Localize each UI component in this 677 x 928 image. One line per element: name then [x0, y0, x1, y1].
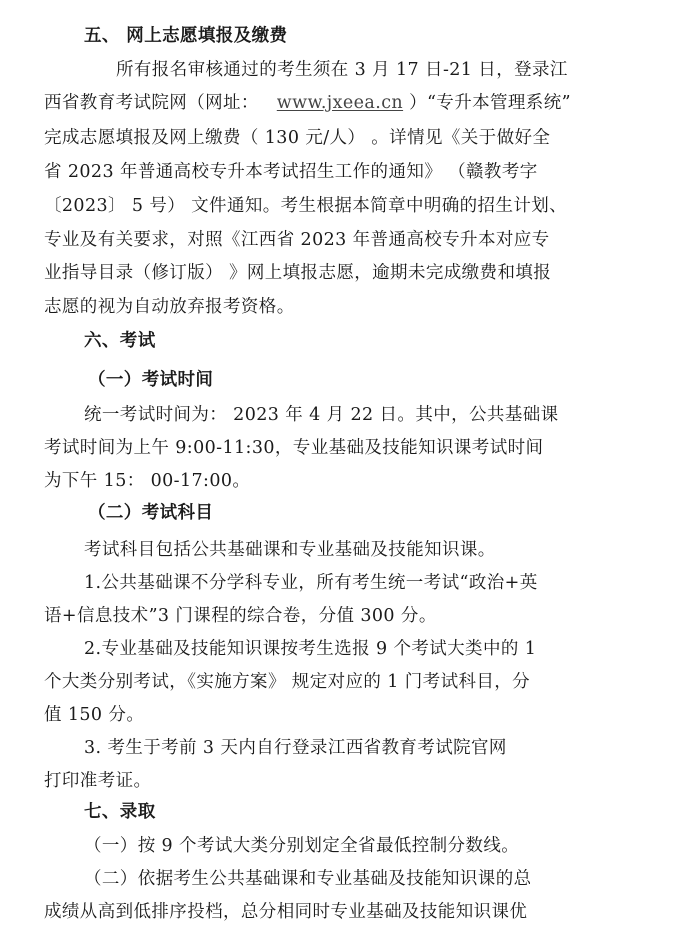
- section-6-heading: 六、考试: [84, 331, 156, 351]
- section-5-heading: 五、 网上志愿填报及缴费: [84, 26, 288, 46]
- list-item: 1.公共基础课不分学科专业，所有考生统一考试“政治+英: [84, 573, 538, 593]
- list-item: 2.专业基础及技能知识课按考生选报 9 个考试大类中的 1: [84, 639, 537, 659]
- paragraph-line: 西省教育考试院网（网址： www.jxeea.cn ）“专升本管理系统”: [44, 93, 571, 113]
- paragraph-line: 考试时间为上午 9:00-11:30，专业基础及技能知识课考试时间: [44, 438, 544, 458]
- paragraph-line: 语+信息技术”3 门课程的综合卷，分值 300 分。: [44, 606, 437, 626]
- paragraph-line: 统一考试时间为： 2023 年 4 月 22 日。其中，公共基础课: [84, 405, 559, 425]
- paragraph-line: 业指导目录（修订版） 》网上填报志愿，逾期未完成缴费和填报: [44, 263, 552, 283]
- paragraph-line: 个大类分别考试，《实施方案》 规定对应的 1 门考试科目，分: [44, 672, 531, 692]
- paragraph-line: 为下午 15： 00-17:00。: [44, 471, 251, 491]
- paragraph-line: 成绩从高到低排序投档，总分相同时专业基础及技能知识课优: [44, 902, 528, 922]
- paragraph-line: 专业及有关要求，对照《江西省 2023 年普通高校专升本对应专: [44, 230, 550, 250]
- paragraph-line: 值 150 分。: [44, 705, 145, 725]
- list-item: 3. 考生于考前 3 天内自行登录江西省教育考试院官网: [84, 738, 507, 758]
- section-7-heading: 七、录取: [84, 802, 156, 822]
- paragraph-line: 考试科目包括公共基础课和专业基础及技能知识课。: [84, 540, 496, 560]
- paragraph-line: 完成志愿填报及网上缴费（ 130 元/人） 。详情见《关于做好全: [44, 128, 551, 148]
- paragraph-line: 志愿的视为自动放弃报考资格。: [44, 297, 295, 317]
- paragraph-line: 〔2023〕 5 号） 文件通知。考生根据本简章中明确的招生计划、: [44, 196, 568, 216]
- paragraph-line: （一）按 9 个考试大类分别划定全省最低控制分数线。: [84, 836, 520, 856]
- paragraph-line: 省 2023 年普通高校专升本考试招生工作的通知》 （赣教考字: [44, 162, 538, 182]
- section-6-2-heading: （二）考试科目: [88, 503, 214, 523]
- paragraph-line: 所有报名审核通过的考生须在 3 月 17 日-21 日，登录江: [116, 60, 568, 80]
- section-6-1-heading: （一）考试时间: [88, 370, 214, 390]
- paragraph-line: 打印准考证。: [44, 771, 152, 791]
- website-link[interactable]: www.jxeea.cn: [276, 93, 404, 113]
- paragraph-line: （二）依据考生公共基础课和专业基础及技能知识课的总: [84, 869, 532, 889]
